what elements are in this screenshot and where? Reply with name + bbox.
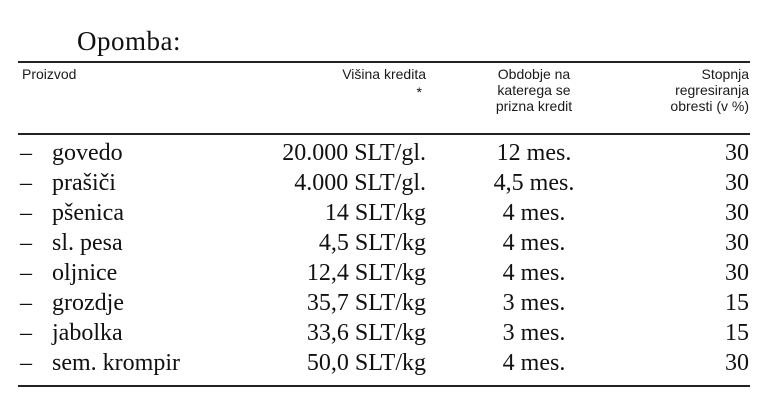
header-period-line-2: katerega se: [497, 82, 571, 98]
row-credit: 14 SLT/kg: [324, 200, 426, 226]
row-period: 4 mes.: [502, 260, 566, 286]
table-row: [0, 289, 769, 318]
header-credit-footnote-mark: *: [416, 84, 422, 100]
table-row: [0, 349, 769, 378]
row-rate: 15: [725, 320, 749, 346]
row-period: 4 mes.: [502, 350, 566, 376]
table-bottom-rule: [18, 385, 750, 387]
row-rate: 30: [725, 350, 749, 376]
row-product: grozdje: [52, 290, 124, 316]
row-credit: 35,7 SLT/kg: [306, 290, 426, 316]
row-dash: –: [20, 260, 32, 286]
row-credit: 12,4 SLT/kg: [306, 260, 426, 286]
row-product: jabolka: [52, 320, 123, 346]
table-header-rule: [18, 133, 750, 135]
row-period: 4 mes.: [502, 200, 566, 226]
row-period: 12 mes.: [496, 140, 572, 166]
row-credit: 33,6 SLT/kg: [306, 320, 426, 346]
header-rate-line-1: Stopnja: [701, 66, 749, 82]
row-dash: –: [20, 140, 32, 166]
row-period: 4 mes.: [502, 230, 566, 256]
row-product: govedo: [52, 140, 123, 166]
row-dash: –: [20, 290, 32, 316]
table-row: [0, 139, 769, 168]
row-rate: 30: [725, 230, 749, 256]
row-rate: 30: [725, 140, 749, 166]
header-rate: [670, 66, 749, 114]
row-rate: 30: [725, 170, 749, 196]
row-product: sl. pesa: [52, 230, 123, 256]
row-product: prašiči: [52, 170, 116, 196]
row-dash: –: [20, 170, 32, 196]
header-product: [22, 66, 76, 82]
header-period-line-1: Obdobje na: [497, 66, 571, 82]
row-credit: 4,5 SLT/kg: [318, 230, 426, 256]
row-period: 3 mes.: [502, 320, 566, 346]
header-credit: [342, 66, 426, 82]
row-product: oljnice: [52, 260, 118, 286]
header-period: [478, 66, 590, 114]
header-rate-line-3: obresti (v %): [670, 98, 749, 114]
table-row: [0, 169, 769, 198]
row-period: 3 mes.: [502, 290, 566, 316]
row-dash: –: [20, 320, 32, 346]
row-credit: 20.000 SLT/gl.: [282, 140, 426, 166]
row-rate: 15: [725, 290, 749, 316]
table-row: [0, 259, 769, 288]
header-period-line-3: prizna kredit: [495, 98, 573, 114]
table-row: [0, 199, 769, 228]
row-credit: 50,0 SLT/kg: [306, 350, 426, 376]
table-top-rule: [18, 61, 750, 63]
header-product-label: Proizvod: [22, 66, 77, 82]
table-title: Opomba:: [77, 26, 181, 56]
table-row: [0, 319, 769, 348]
header-rate-line-2: regresiranja: [675, 82, 749, 98]
row-dash: –: [20, 350, 32, 376]
table-row: [0, 229, 769, 258]
row-credit: 4.000 SLT/gl.: [294, 170, 426, 196]
row-rate: 30: [725, 200, 749, 226]
row-dash: –: [20, 200, 32, 226]
row-rate: 30: [725, 260, 749, 286]
row-dash: –: [20, 230, 32, 256]
row-product: pšenica: [52, 200, 124, 226]
header-credit-label: Višina kredita: [342, 66, 426, 82]
row-product: sem. krompir: [52, 350, 180, 376]
row-period: 4,5 mes.: [493, 170, 575, 196]
